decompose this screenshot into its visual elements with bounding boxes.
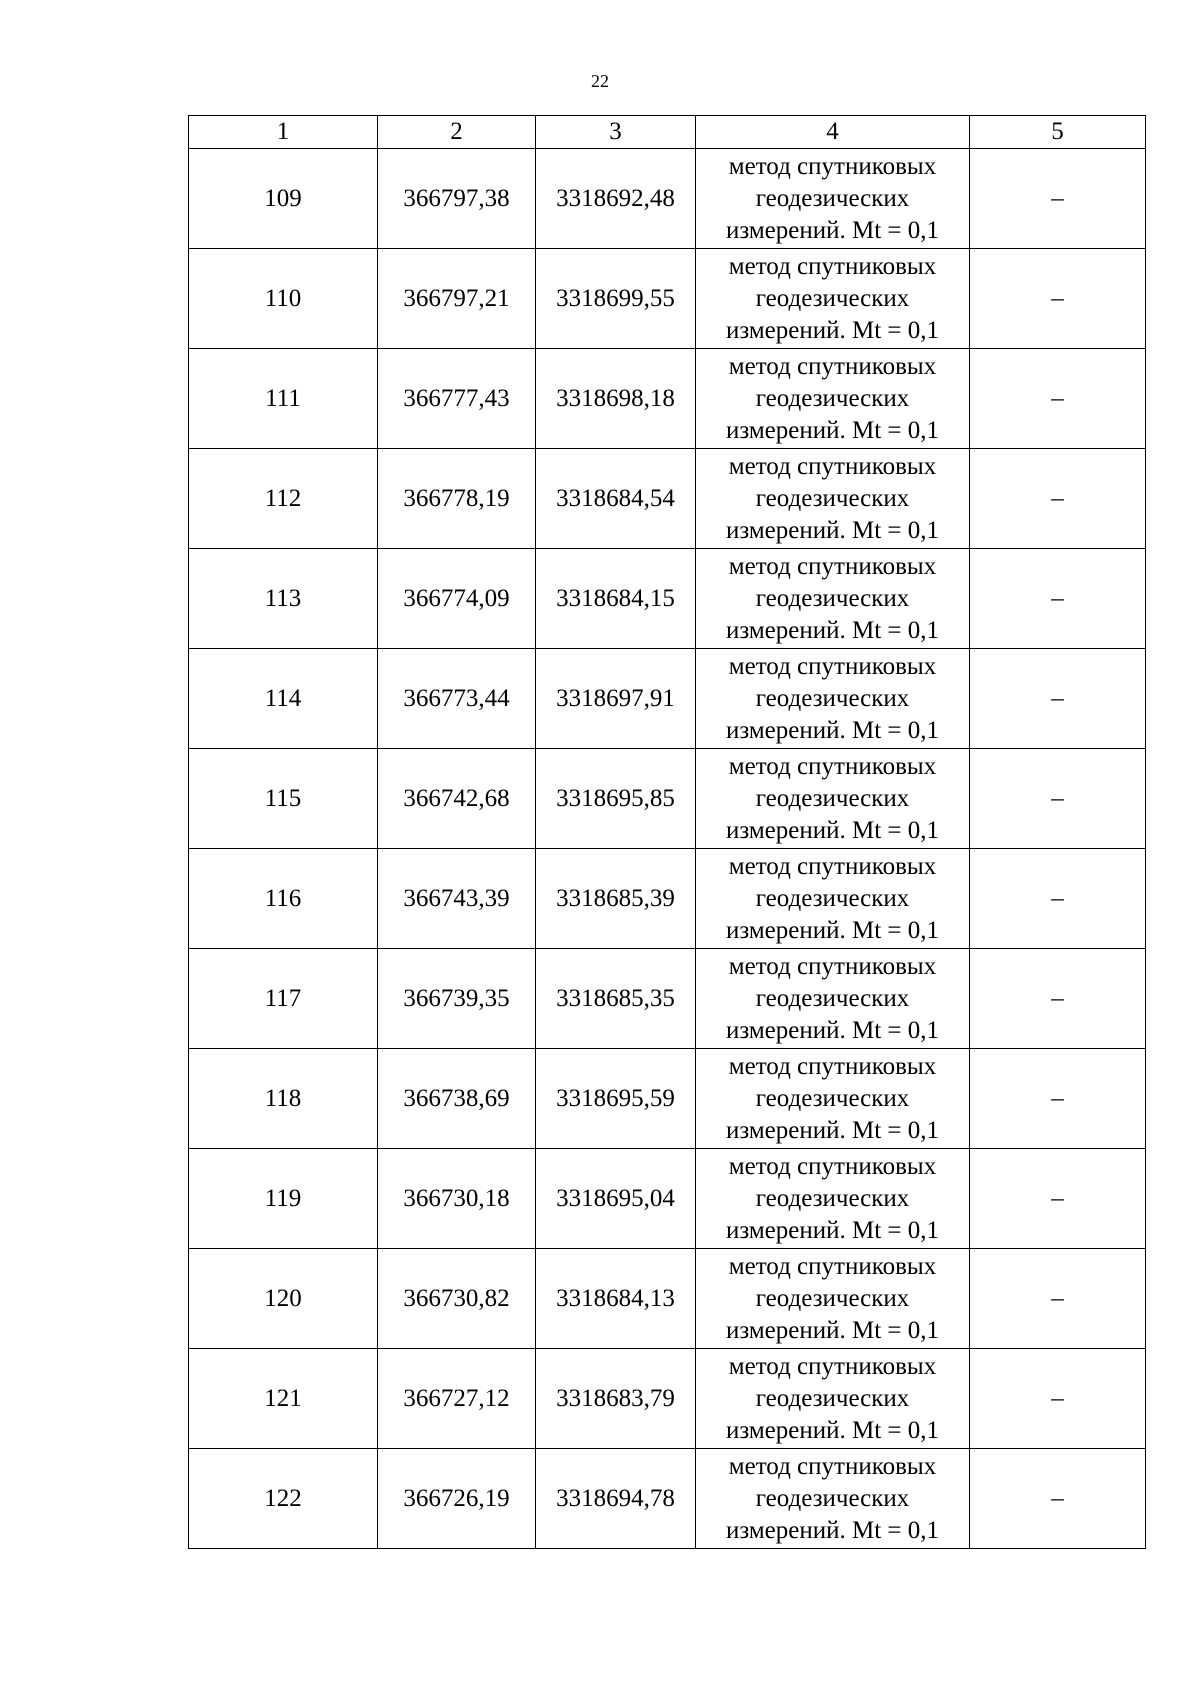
point-number-cell: 120 bbox=[189, 1249, 378, 1349]
y-coordinate-cell: 3318683,79 bbox=[536, 1349, 696, 1449]
table-row bbox=[189, 1349, 1146, 1449]
method-cell bbox=[696, 149, 970, 249]
method-line: измерений. Mt = 0,1 bbox=[725, 1416, 940, 1444]
y-coordinate-cell: 3318697,91 bbox=[536, 649, 696, 749]
note-cell: – bbox=[970, 1449, 1146, 1549]
method-cell bbox=[696, 649, 970, 749]
note-cell: – bbox=[970, 349, 1146, 449]
x-coordinate-cell: 366743,39 bbox=[378, 849, 536, 949]
point-number-cell: 118 bbox=[189, 1049, 378, 1149]
table-row bbox=[189, 549, 1146, 649]
method-line: измерений. Mt = 0,1 bbox=[725, 516, 940, 544]
point-number-cell: 116 bbox=[189, 849, 378, 949]
method-line: геодезических bbox=[755, 384, 910, 412]
point-number-cell: 114 bbox=[189, 649, 378, 749]
x-coordinate-cell: 366726,19 bbox=[378, 1449, 536, 1549]
y-coordinate-cell: 3318695,04 bbox=[536, 1149, 696, 1249]
note-cell: – bbox=[970, 649, 1146, 749]
column-header-2: 2 bbox=[378, 116, 536, 149]
method-line: геодезических bbox=[755, 1284, 910, 1312]
method-line: метод спутниковых bbox=[728, 952, 937, 980]
method-line: измерений. Mt = 0,1 bbox=[725, 1516, 940, 1544]
method-line: метод спутниковых bbox=[728, 152, 937, 180]
y-coordinate-cell: 3318685,35 bbox=[536, 949, 696, 1049]
table-row bbox=[189, 149, 1146, 249]
page-number: 22 bbox=[591, 71, 609, 91]
method-line: геодезических bbox=[755, 1184, 910, 1212]
point-number-cell: 111 bbox=[189, 349, 378, 449]
method-line: измерений. Mt = 0,1 bbox=[725, 916, 940, 944]
method-line: метод спутниковых bbox=[728, 1452, 937, 1480]
column-header-3: 3 bbox=[536, 116, 696, 149]
method-line: метод спутниковых bbox=[728, 552, 937, 580]
method-cell bbox=[696, 1249, 970, 1349]
method-line: геодезических bbox=[755, 1384, 910, 1412]
method-cell bbox=[696, 1149, 970, 1249]
point-number-cell: 113 bbox=[189, 549, 378, 649]
method-line: геодезических bbox=[755, 284, 910, 312]
method-line: геодезических bbox=[755, 584, 910, 612]
method-cell bbox=[696, 449, 970, 549]
table-row bbox=[189, 1249, 1146, 1349]
x-coordinate-cell: 366773,44 bbox=[378, 649, 536, 749]
column-header-1: 1 bbox=[189, 116, 378, 149]
table-row bbox=[189, 349, 1146, 449]
point-number-cell: 112 bbox=[189, 449, 378, 549]
method-line: измерений. Mt = 0,1 bbox=[725, 1116, 940, 1144]
note-cell: – bbox=[970, 149, 1146, 249]
method-line: метод спутниковых bbox=[728, 1352, 937, 1380]
x-coordinate-cell: 366797,38 bbox=[378, 149, 536, 249]
method-line: метод спутниковых bbox=[728, 752, 937, 780]
method-line: геодезических bbox=[755, 984, 910, 1012]
method-line: метод спутниковых bbox=[728, 352, 937, 380]
method-line: измерений. Mt = 0,1 bbox=[725, 816, 940, 844]
method-cell bbox=[696, 749, 970, 849]
y-coordinate-cell: 3318684,54 bbox=[536, 449, 696, 549]
y-coordinate-cell: 3318695,85 bbox=[536, 749, 696, 849]
method-cell bbox=[696, 849, 970, 949]
x-coordinate-cell: 366742,68 bbox=[378, 749, 536, 849]
method-line: измерений. Mt = 0,1 bbox=[725, 1016, 940, 1044]
point-number-cell: 109 bbox=[189, 149, 378, 249]
x-coordinate-cell: 366738,69 bbox=[378, 1049, 536, 1149]
method-line: метод спутниковых bbox=[728, 1052, 937, 1080]
method-line: метод спутниковых bbox=[728, 452, 937, 480]
y-coordinate-cell: 3318692,48 bbox=[536, 149, 696, 249]
method-cell bbox=[696, 349, 970, 449]
method-line: метод спутниковых bbox=[728, 852, 937, 880]
note-cell: – bbox=[970, 849, 1146, 949]
table-row bbox=[189, 749, 1146, 849]
y-coordinate-cell: 3318684,15 bbox=[536, 549, 696, 649]
method-cell bbox=[696, 249, 970, 349]
table-header bbox=[189, 116, 1146, 149]
method-line: геодезических bbox=[755, 184, 910, 212]
header-row bbox=[189, 116, 1146, 149]
x-coordinate-cell: 366797,21 bbox=[378, 249, 536, 349]
method-line: геодезических bbox=[755, 1484, 910, 1512]
x-coordinate-cell: 366774,09 bbox=[378, 549, 536, 649]
method-line: геодезических bbox=[755, 684, 910, 712]
method-line: метод спутниковых bbox=[728, 652, 937, 680]
note-cell: – bbox=[970, 1249, 1146, 1349]
table-row bbox=[189, 249, 1146, 349]
note-cell: – bbox=[970, 1049, 1146, 1149]
table-row bbox=[189, 949, 1146, 1049]
note-cell: – bbox=[970, 549, 1146, 649]
method-cell bbox=[696, 1049, 970, 1149]
note-cell: – bbox=[970, 249, 1146, 349]
method-line: измерений. Mt = 0,1 bbox=[725, 1316, 940, 1344]
method-cell bbox=[696, 1349, 970, 1449]
x-coordinate-cell: 366730,82 bbox=[378, 1249, 536, 1349]
table-row bbox=[189, 1449, 1146, 1549]
y-coordinate-cell: 3318685,39 bbox=[536, 849, 696, 949]
method-line: геодезических bbox=[755, 1084, 910, 1112]
column-header-4: 4 bbox=[696, 116, 970, 149]
x-coordinate-cell: 366778,19 bbox=[378, 449, 536, 549]
method-line: метод спутниковых bbox=[728, 252, 937, 280]
point-number-cell: 119 bbox=[189, 1149, 378, 1249]
table-row bbox=[189, 449, 1146, 549]
table-row bbox=[189, 649, 1146, 749]
point-number-cell: 117 bbox=[189, 949, 378, 1049]
note-cell: – bbox=[970, 749, 1146, 849]
table-row bbox=[189, 849, 1146, 949]
table-row bbox=[189, 1049, 1146, 1149]
point-number-cell: 122 bbox=[189, 1449, 378, 1549]
column-header-5: 5 bbox=[970, 116, 1146, 149]
y-coordinate-cell: 3318699,55 bbox=[536, 249, 696, 349]
method-line: измерений. Mt = 0,1 bbox=[725, 416, 940, 444]
point-number-cell: 110 bbox=[189, 249, 378, 349]
x-coordinate-cell: 366727,12 bbox=[378, 1349, 536, 1449]
table-row bbox=[189, 1149, 1146, 1249]
note-cell: – bbox=[970, 1149, 1146, 1249]
point-number-cell: 115 bbox=[189, 749, 378, 849]
note-cell: – bbox=[970, 449, 1146, 549]
method-line: измерений. Mt = 0,1 bbox=[725, 1216, 940, 1244]
x-coordinate-cell: 366739,35 bbox=[378, 949, 536, 1049]
y-coordinate-cell: 3318695,59 bbox=[536, 1049, 696, 1149]
table-body bbox=[189, 149, 1146, 1549]
note-cell: – bbox=[970, 1349, 1146, 1449]
method-line: геодезических bbox=[755, 784, 910, 812]
method-line: геодезических bbox=[755, 884, 910, 912]
y-coordinate-cell: 3318698,18 bbox=[536, 349, 696, 449]
coordinates-table bbox=[188, 115, 1146, 1549]
method-cell bbox=[696, 949, 970, 1049]
method-line: измерений. Mt = 0,1 bbox=[725, 216, 940, 244]
note-cell: – bbox=[970, 949, 1146, 1049]
y-coordinate-cell: 3318694,78 bbox=[536, 1449, 696, 1549]
method-line: измерений. Mt = 0,1 bbox=[725, 716, 940, 744]
x-coordinate-cell: 366730,18 bbox=[378, 1149, 536, 1249]
method-line: геодезических bbox=[755, 484, 910, 512]
method-line: метод спутниковых bbox=[728, 1152, 937, 1180]
y-coordinate-cell: 3318684,13 bbox=[536, 1249, 696, 1349]
method-line: метод спутниковых bbox=[728, 1252, 937, 1280]
method-line: измерений. Mt = 0,1 bbox=[725, 616, 940, 644]
method-cell bbox=[696, 1449, 970, 1549]
method-cell bbox=[696, 549, 970, 649]
point-number-cell: 121 bbox=[189, 1349, 378, 1449]
method-line: измерений. Mt = 0,1 bbox=[725, 316, 940, 344]
x-coordinate-cell: 366777,43 bbox=[378, 349, 536, 449]
